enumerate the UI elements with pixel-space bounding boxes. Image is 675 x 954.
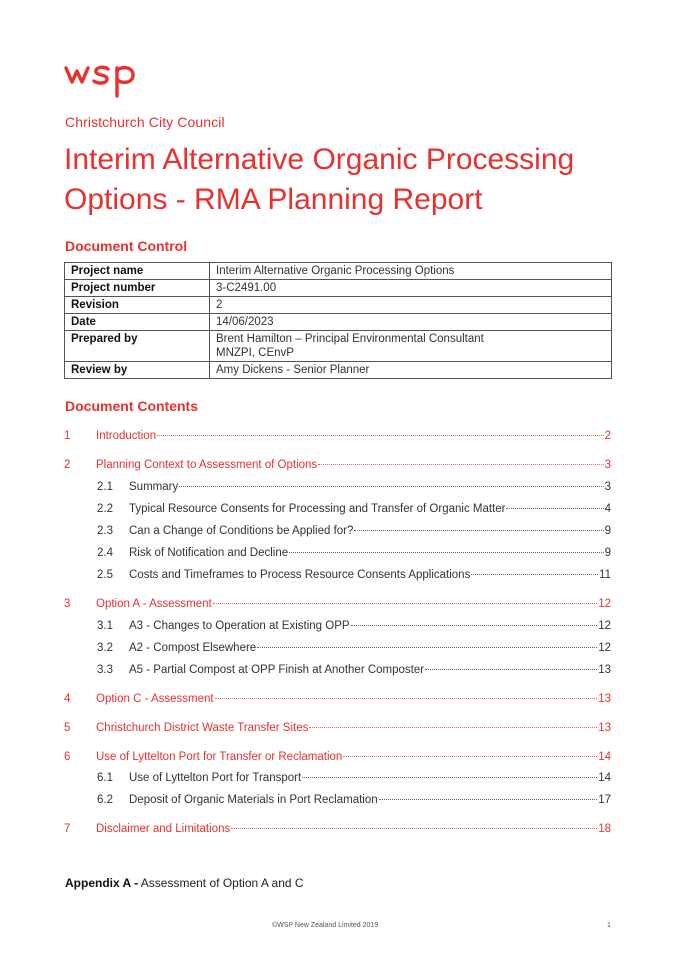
control-label: Project number [65, 280, 210, 297]
toc-leader-dots [309, 727, 597, 728]
toc-number: 3 [64, 598, 71, 610]
toc-number: 2.2 [97, 503, 113, 515]
toc-page: 14 [598, 751, 611, 763]
toc-number: 2.1 [97, 481, 113, 493]
control-value [210, 331, 612, 362]
toc-title: A2 - Compost Elsewhere [129, 642, 257, 654]
toc-leader-dots [157, 435, 603, 436]
toc-leader-dots [257, 647, 597, 648]
toc-leader-dots [289, 552, 603, 553]
control-label: Prepared by [65, 331, 210, 362]
table-row [65, 297, 612, 314]
toc-title: Risk of Notification and Decline [129, 547, 289, 559]
toc-title: A3 - Changes to Operation at Existing OPP [129, 620, 350, 632]
toc-number: 4 [64, 693, 71, 705]
table-row [65, 263, 612, 280]
document-control-table [64, 262, 612, 379]
toc-number: 1 [64, 430, 71, 442]
toc-leader-dots [343, 756, 597, 757]
table-row [65, 280, 612, 297]
toc-page: 9 [604, 547, 611, 559]
control-value: 2 [210, 297, 612, 314]
toc-number: 6 [64, 751, 71, 763]
control-label: Date [65, 314, 210, 331]
footer-copyright: ©WSP New Zealand Limited 2019 [272, 922, 379, 929]
control-value: Interim Alternative Organic Processing Options [210, 263, 612, 280]
toc-title: Disclaimer and Limitations [96, 823, 231, 835]
control-label: Revision [65, 297, 210, 314]
toc-page: 12 [598, 598, 611, 610]
toc-leader-dots [179, 486, 603, 487]
toc-number: 2.5 [97, 569, 113, 581]
toc-title: Planning Context to Assessment of Options [96, 459, 318, 471]
toc-page: 12 [598, 620, 611, 632]
toc-page: 4 [604, 503, 611, 515]
toc-leader-dots [302, 777, 597, 778]
toc-number: 6.2 [97, 794, 113, 806]
toc-number: 7 [64, 823, 71, 835]
toc-number: 2 [64, 459, 71, 471]
toc-page: 13 [598, 722, 611, 734]
toc-leader-dots [351, 625, 598, 626]
toc-page: 17 [598, 794, 611, 806]
toc-number: 3.2 [97, 642, 113, 654]
appendix-line [65, 876, 304, 890]
toc-page: 3 [604, 459, 611, 471]
toc-title: Typical Resource Consents for Processing and Transfer of Organic Matter [129, 503, 506, 515]
toc-title: Introduction [96, 430, 157, 442]
toc-leader-dots [318, 464, 603, 465]
toc-title: Option A - Assessment [96, 598, 212, 610]
toc-title: Use of Lyttelton Port for Transfer or Reclamation [96, 751, 343, 763]
toc-leader-dots [471, 574, 598, 575]
toc-page: 13 [598, 693, 611, 705]
control-label: Project name [65, 263, 210, 280]
toc-title: Christchurch District Waste Transfer Sites [96, 722, 309, 734]
toc-title: A5 - Partial Compost at OPP Finish at Another Composter [129, 664, 425, 676]
toc-title: Option C - Assessment [96, 693, 214, 705]
toc-title: Use of Lyttelton Port for Transport [129, 772, 302, 784]
toc-number: 6.1 [97, 772, 113, 784]
control-value: 3-C2491.00 [210, 280, 612, 297]
toc-page: 9 [604, 525, 611, 537]
toc-number: 3.3 [97, 664, 113, 676]
toc-number: 5 [64, 722, 71, 734]
toc-page: 2 [604, 430, 611, 442]
toc-leader-dots [215, 698, 598, 699]
wsp-logo [64, 58, 140, 98]
toc-page: 3 [604, 481, 611, 493]
document-contents-heading: Document Contents [65, 398, 198, 414]
toc-page: 14 [598, 772, 611, 784]
appendix-title: Assessment of Option A and C [140, 876, 304, 890]
toc-title: Can a Change of Conditions be Applied for? [129, 525, 354, 537]
toc-leader-dots [379, 799, 598, 800]
toc-leader-dots [425, 669, 597, 670]
control-value-line: Brent Hamilton – Principal Environmental Consultant [216, 333, 484, 345]
toc-title: Costs and Timeframes to Process Resource Consents Applications [129, 569, 471, 581]
control-value: 14/06/2023 [210, 314, 612, 331]
toc-title: Summary [129, 481, 179, 493]
control-value-line: MNZPI, CEnvP [216, 347, 294, 359]
toc-leader-dots [506, 508, 603, 509]
toc-page: 13 [598, 664, 611, 676]
appendix-label: Appendix A - [65, 876, 139, 890]
toc-page: 18 [598, 823, 611, 835]
report-title: Interim Alternative Organic Processing Options - RMA Planning Report [64, 143, 575, 216]
toc-number: 2.4 [97, 547, 113, 559]
document-control-heading: Document Control [65, 238, 188, 254]
footer-page-number: 1 [607, 922, 611, 929]
control-label: Review by [65, 362, 210, 379]
toc-leader-dots [354, 530, 603, 531]
table-row [65, 314, 612, 331]
client-name: Christchurch City Council [65, 114, 225, 130]
table-row [65, 331, 612, 362]
toc-leader-dots [213, 603, 598, 604]
table-row [65, 362, 612, 379]
control-value: Amy Dickens - Senior Planner [210, 362, 612, 379]
toc-page: 11 [599, 569, 611, 581]
toc-page: 12 [598, 642, 611, 654]
toc-leader-dots [231, 828, 597, 829]
toc-title: Deposit of Organic Materials in Port Reclamation [129, 794, 378, 806]
toc-number: 3.1 [97, 620, 113, 632]
toc-number: 2.3 [97, 525, 113, 537]
